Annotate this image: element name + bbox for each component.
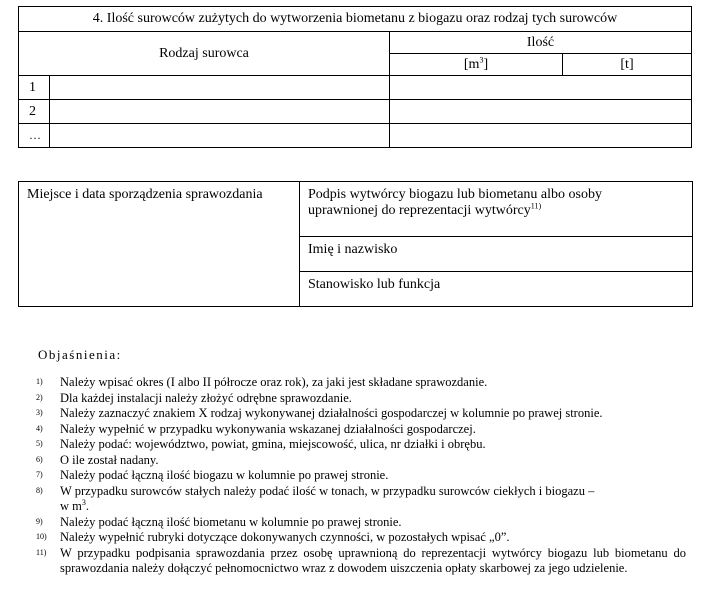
footnote-text: W przypadku surowców stałych należy podać ilość w tonach, w przypadku surowców ciekłych i biogazu – w $m^3$. <box>60 483 595 513</box>
raw-materials-table <box>18 6 692 148</box>
row-number: 1 <box>19 76 50 100</box>
list-item <box>36 375 686 391</box>
footnote-number: 10) <box>36 532 47 541</box>
col-header-unit-t: [t] <box>563 54 692 76</box>
footnote-text: Należy zaznaczyć znakiem X rodzaj wykonywanej działalności gospodarczej w kolumnie po prawej stronie. <box>60 406 603 420</box>
footnote-number: 8) <box>36 485 43 495</box>
signature-table <box>18 181 693 307</box>
footnote-number: 7) <box>36 470 43 479</box>
row-number: … <box>19 124 50 148</box>
name-label: Imię i nazwisko <box>308 242 398 257</box>
footnote-text: O ile został nadany. <box>60 452 159 467</box>
list-item <box>36 468 686 484</box>
list-item <box>36 391 686 407</box>
explanatory-notes <box>36 347 686 577</box>
footnote-number: 1) <box>36 377 43 386</box>
footnote-number: 9) <box>36 516 43 526</box>
name-cell[interactable] <box>300 237 693 272</box>
footnote-text: Dla każdej instalacji należy złożyć odrębne sprawozdanie. <box>60 390 352 405</box>
material-type-cell[interactable] <box>50 124 390 148</box>
footnote-text: Należy wypełnić w przypadku wykonywania wskazanej działalności gospodarczej. <box>60 421 476 436</box>
footnote-number: 2) <box>36 392 43 402</box>
amount-cell[interactable] <box>390 76 692 100</box>
footnote-number: 3) <box>36 408 43 417</box>
footnote-text: Należy podać łączną ilość biometanu w kolumnie po prawej stronie. <box>60 514 402 529</box>
footnote-text: W przypadku podpisania sprawozdania przez osobę uprawnioną do reprezentacji wytwórcy biogazu lub biometanu do sprawozdania należy dołączyć pełnomocnictwo wraz z dowodem uiszczenia opłaty skarbowej za jego udzielenie. <box>60 545 686 575</box>
list-item <box>36 453 686 469</box>
section-title: 4. Ilość surowców zużytych do wytworzenia biometanu z biogazu oraz rodzaj tych surowców <box>19 7 692 32</box>
list-item <box>36 546 686 577</box>
place-date-cell[interactable] <box>19 182 300 307</box>
list-item <box>36 437 686 453</box>
list-item <box>36 422 686 438</box>
table-row <box>19 100 692 124</box>
footnote-number: 11) <box>36 547 47 557</box>
col-header-amount: Ilość <box>390 32 692 54</box>
footnote-number: 6) <box>36 454 43 464</box>
notes-title: Objaśnienia: <box>38 347 122 362</box>
material-type-cell[interactable] <box>50 76 390 100</box>
footnote-ref: 11) <box>530 201 542 211</box>
list-item <box>36 515 686 531</box>
footnote-text: Należy wypełnić rubryki dotyczące dokonywanych czynności, w pozostałych wpisać „0”. <box>60 530 510 544</box>
col-header-unit-m3: $[m^3]$ <box>390 54 563 76</box>
footnote-text: Należy wpisać okres (I albo II półrocze oraz rok), za jaki jest składane sprawozdanie. <box>60 375 488 389</box>
row-number: 2 <box>19 100 50 124</box>
signer-label-line1: Podpis wytwórcy biogazu lub biometanu albo osoby <box>308 187 602 202</box>
table-row <box>19 76 692 100</box>
list-item <box>36 484 686 515</box>
signer-label-line2: uprawnionej do reprezentacji wytwórcy <box>308 203 531 218</box>
position-label: Stanowisko lub funkcja <box>308 277 441 292</box>
list-item <box>36 530 686 546</box>
footnote-text: Należy podać łączną ilość biogazu w kolumnie po prawej stronie. <box>60 468 389 482</box>
position-cell[interactable] <box>300 272 693 307</box>
footnote-number: 5) <box>36 439 43 448</box>
list-item <box>36 406 686 422</box>
place-date-label: Miejsce i data sporządzenia sprawozdania <box>27 187 263 202</box>
amount-cell[interactable] <box>390 100 692 124</box>
table-row <box>19 124 692 148</box>
material-type-cell[interactable] <box>50 100 390 124</box>
footnote-text: Należy podać: województwo, powiat, gmina, miejscowość, ulica, nr działki i obrębu. <box>60 437 486 451</box>
signer-signature-cell[interactable] <box>300 182 693 237</box>
footnote-number: 4) <box>36 423 43 433</box>
amount-cell[interactable] <box>390 124 692 148</box>
col-header-material-type: Rodzaj surowca <box>19 32 390 76</box>
